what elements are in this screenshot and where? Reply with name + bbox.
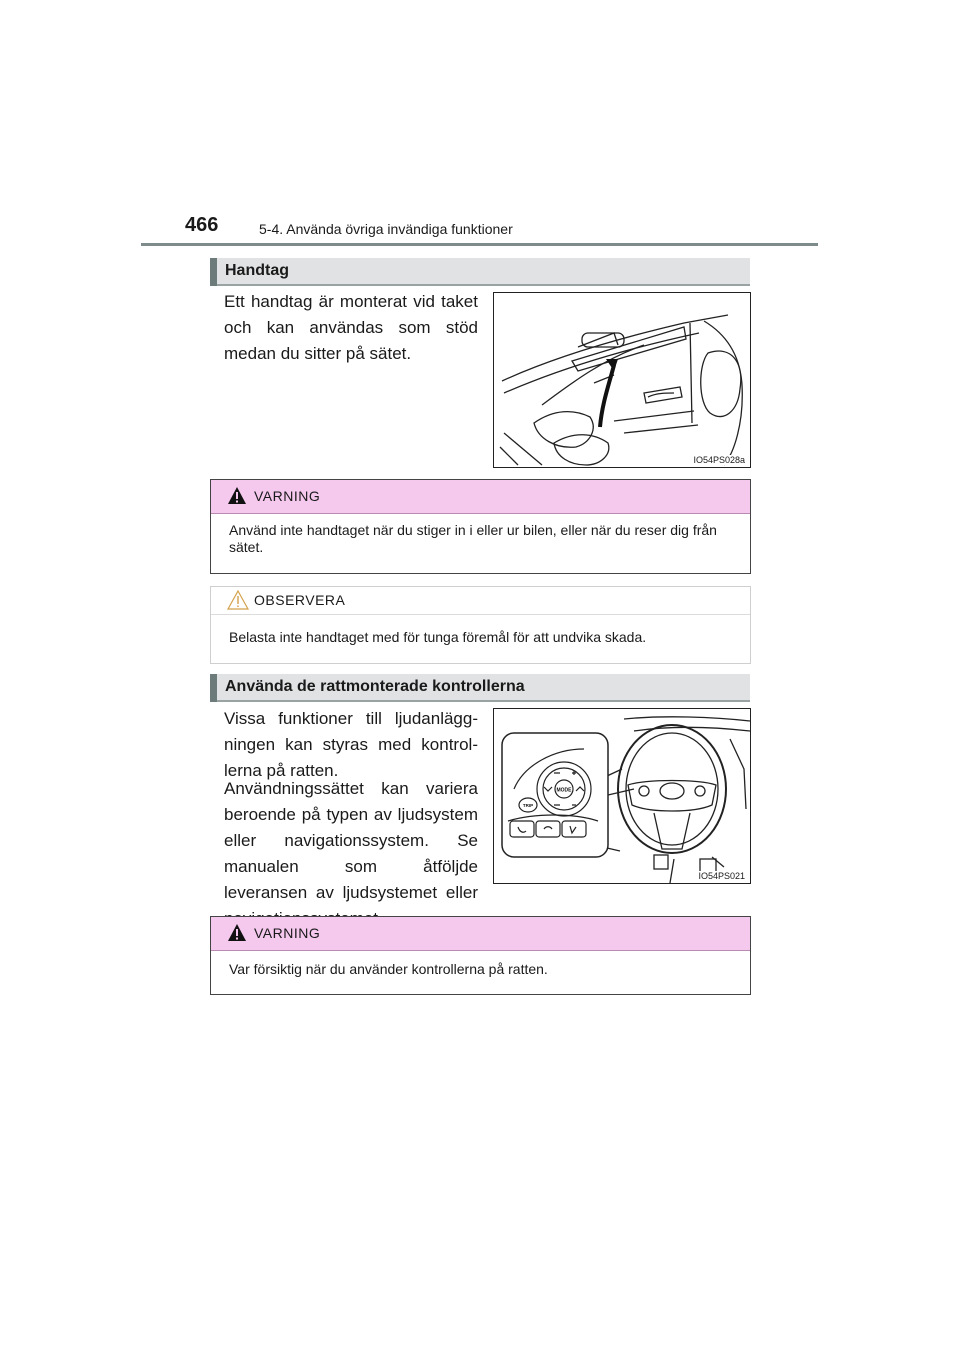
section-bar	[210, 674, 217, 702]
warning-box	[210, 479, 751, 574]
warning-label: VARNING	[254, 488, 321, 504]
notice-label: OBSERVERA	[254, 592, 346, 608]
warning-text: Använd inte handtaget när du stiger in i eller ur bilen, eller när du reser dig från sätet.	[229, 522, 717, 555]
section-heading-steering-controls	[210, 674, 750, 702]
steering-wheel-drawing	[494, 709, 750, 883]
chapter-title: 5-4. Använda övriga invändiga funktioner	[259, 221, 513, 237]
notice-text: Belasta inte handtaget med för tunga föremål för att undvika skada.	[229, 629, 647, 645]
warning-label: VARNING	[254, 925, 321, 941]
caution-triangle-icon	[227, 590, 249, 610]
controls-details: Användningssättet kan variera beroende på typen av ljudsystem eller navigationssystem. Se manualen som åtföljde leveransen av ljudsystemet eller	[224, 779, 478, 902]
page-number: 466	[185, 214, 219, 236]
handle-description: Ett handtag är monterat vid taket och kan användas som stöd medan du sitter på sätet.	[224, 292, 478, 363]
warning-triangle-icon	[227, 923, 247, 942]
notice-box	[210, 586, 751, 664]
warning-triangle-icon	[227, 486, 247, 505]
warning-text: Var försiktig när du använder kontrollerna på ratten.	[229, 961, 548, 977]
handle-drawing	[494, 293, 750, 467]
warning-box	[210, 916, 751, 995]
handle-illustration	[493, 292, 751, 468]
header-rule	[141, 243, 818, 246]
figure-code: IO54PS021	[698, 871, 745, 881]
warning-header	[211, 917, 750, 951]
notice-header	[211, 587, 750, 615]
section-title: Handtag	[225, 262, 289, 279]
mode-button-label: MODE	[556, 787, 572, 794]
trip-button-label: TRIP	[522, 803, 534, 808]
steering-controls-illustration	[493, 708, 751, 884]
section-bar	[210, 258, 217, 286]
warning-header	[211, 480, 750, 514]
figure-code: IO54PS028a	[693, 455, 745, 465]
controls-intro: Vissa funktioner till ljudanläggningen kan styras med kontrollerna på ratten.	[224, 709, 478, 780]
section-heading-handle	[210, 258, 750, 286]
section-title: Använda de rattmonterade kontrollerna	[225, 678, 525, 695]
